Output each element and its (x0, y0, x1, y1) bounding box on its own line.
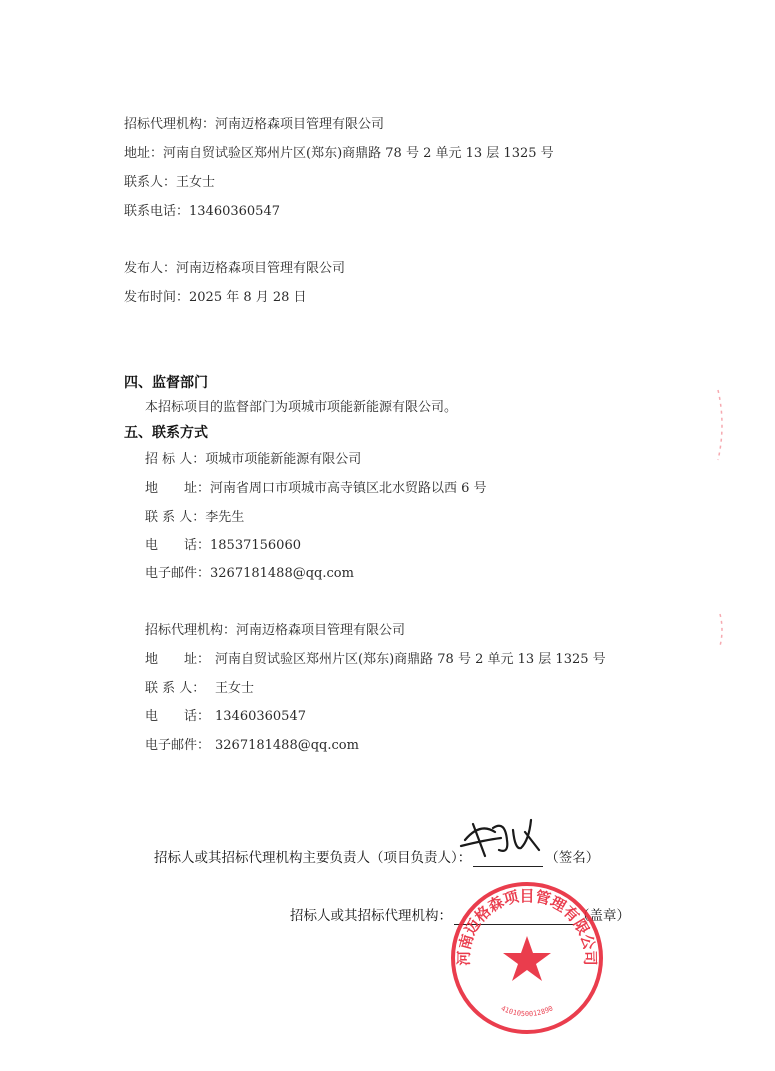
field-value: 河南自贸试验区郑州片区(郑东)商鼎路 78 号 2 单元 13 层 1325 号 (215, 652, 606, 667)
section4-heading: 四、监督部门 (124, 375, 208, 391)
publish-date: 发布时间：2025 年 8 月 28 日 (124, 290, 307, 305)
handwritten-signature (455, 810, 545, 870)
agency-contact: 联系人：王女士 (124, 175, 216, 190)
field-value: 项城市项能新能源有限公司 (205, 452, 362, 467)
field-label: 电子邮件： (145, 738, 211, 753)
edge-stamp-mark (712, 385, 732, 465)
sign-label: （签名） (545, 850, 600, 866)
field-value: 3267181488@qq.com (215, 738, 359, 753)
tenderer-row (145, 451, 361, 469)
agency-phone: 联系电话：13460360547 (124, 204, 280, 219)
tenderer-row (145, 565, 354, 583)
field-label: 地 址： (145, 481, 211, 496)
section4-text: 本招标项目的监督部门为项城市项能新能源有限公司。 (145, 400, 458, 415)
seal-label: （盖章） (576, 908, 630, 924)
field-value: 13460360547 (215, 709, 306, 724)
field-label: 联 系 人： (145, 681, 206, 696)
company-seal (447, 878, 607, 1038)
field-label: 电 话： (145, 538, 211, 553)
tenderer-row (145, 480, 487, 498)
field-value: 3267181488@qq.com (210, 566, 354, 581)
seal-text: 河南迈格森项目管理有限公司 (454, 886, 600, 966)
agency-row (145, 708, 306, 726)
tenderer-row (145, 537, 301, 555)
field-label: 电 话： (145, 709, 211, 724)
field-value: 河南省周口市项城市高寺镇区北水贸路以西 6 号 (210, 481, 487, 496)
field-label: 地 址： (145, 652, 211, 667)
seal-star-icon (503, 936, 551, 981)
seal-caption: 招标人或其招标代理机构： (290, 908, 452, 924)
field-value: 李先生 (205, 510, 245, 525)
contact-agency-title: 招标代理机构：河南迈格森项目管理有限公司 (145, 623, 406, 638)
tenderer-row (145, 509, 244, 527)
edge-stamp-mark (714, 610, 730, 650)
agency-row (145, 680, 254, 698)
field-label: 电子邮件： (145, 566, 211, 581)
agency-row (145, 651, 606, 669)
agency-name: 招标代理机构：河南迈格森项目管理有限公司 (124, 117, 385, 132)
seal-code: 4101050012890 (499, 1004, 555, 1019)
field-label: 招 标 人： (145, 452, 206, 467)
agency-row (145, 737, 359, 755)
svg-text:4101050012890 (500, 1004, 555, 1018)
signature-caption: 招标人或其招标代理机构主要负责人（项目负责人）： (154, 850, 472, 866)
publisher-name: 发布人：河南迈格森项目管理有限公司 (124, 261, 346, 276)
section5-heading: 五、联系方式 (124, 425, 208, 441)
agency-address: 地址：河南自贸试验区郑州片区(郑东)商鼎路 78 号 2 单元 13 层 1325 号 (124, 146, 554, 161)
field-value: 王女士 (215, 681, 255, 696)
field-label: 联 系 人： (145, 510, 206, 525)
field-value: 18537156060 (210, 538, 301, 553)
